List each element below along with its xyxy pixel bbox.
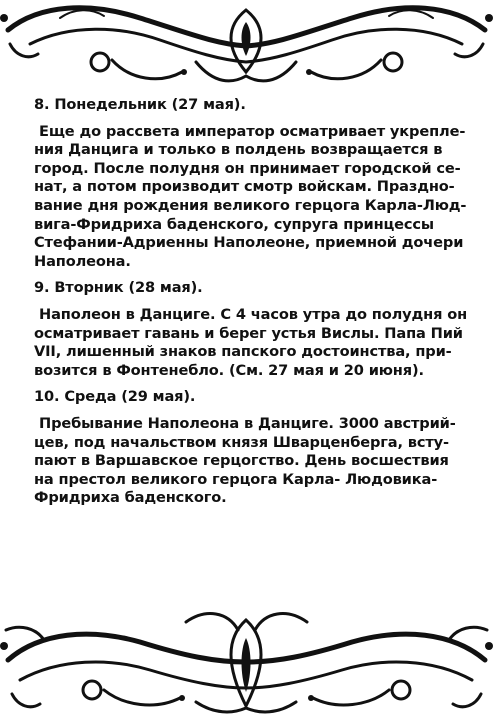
text-line: город. После полудня он принимает городской се- bbox=[34, 159, 461, 177]
text-line: Наполеон в Данциге. С 4 часов утра до полудня он bbox=[39, 305, 468, 323]
text-line: ния Данцига и только в полдень возвращается в bbox=[34, 141, 443, 159]
bottom-flourish-ornament bbox=[0, 602, 493, 718]
entry-paragraph bbox=[34, 306, 474, 380]
text-line: Фридриха баденского. bbox=[34, 489, 227, 507]
text-line: VII, лишенный знаков папского достоинства, при- bbox=[34, 343, 452, 361]
entry-heading: 9. Вторник (28 мая). bbox=[34, 279, 203, 297]
text-line: вига-Фридриха баденского, супруга принцессы bbox=[34, 215, 434, 233]
entry-paragraph bbox=[34, 123, 474, 272]
entry-10 bbox=[34, 388, 474, 508]
top-flourish-ornament bbox=[0, 0, 493, 92]
text-line: пают в Варшавское герцогство. День восшествия bbox=[34, 452, 449, 470]
text-line: осматривает гавань и берег устья Вислы. Папа Пий bbox=[34, 324, 463, 342]
text-line: Пребывание Наполеона в Данциге. 3000 австрий- bbox=[39, 414, 456, 432]
text-line: Наполеона. bbox=[34, 252, 131, 270]
text-line: цев, под начальством князя Шварценберга, всту- bbox=[34, 433, 449, 451]
entry-heading: 8. Понедельник (27 мая). bbox=[34, 96, 246, 113]
text-line: возится в Фонтенебло. (См. 27 мая и 20 июня). bbox=[34, 361, 424, 379]
text-line: вание дня рождения великого герцога Карла-Люд- bbox=[34, 196, 467, 214]
entry-paragraph bbox=[34, 415, 474, 508]
entry-heading: 10. Среда (29 мая). bbox=[34, 388, 196, 406]
entry-8 bbox=[34, 96, 474, 271]
text-line: Еще до рассвета император осматривает укрепле- bbox=[39, 122, 466, 140]
text-line: Стефании-Адриенны Наполеоне, приемной дочери bbox=[34, 234, 464, 252]
entry-9 bbox=[34, 279, 474, 380]
document-body bbox=[34, 96, 474, 516]
text-line: нат, а потом производит смотр войскам. Праздно- bbox=[34, 178, 455, 196]
text-line: на престол великого герцога Карла- Людовика- bbox=[34, 470, 438, 488]
